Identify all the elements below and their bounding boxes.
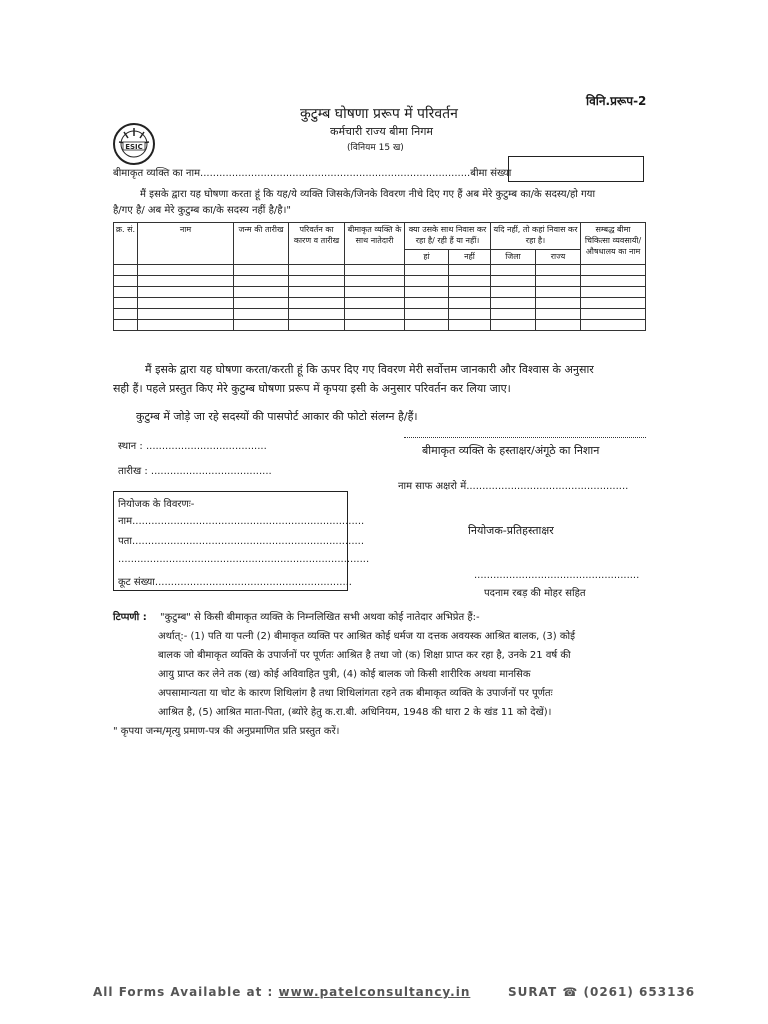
note-label: टिप्पणी : [113, 612, 147, 623]
footer-phone: (0261) 653136 [583, 985, 696, 999]
col-residence-place: यदि नहीं, तो कहां निवास कर रहा है। [491, 223, 581, 250]
phone-icon: ☎ [562, 985, 579, 999]
employer-title: नियोजक के विवरणः- [118, 499, 195, 510]
table-header-row [114, 223, 646, 250]
employer-countersign-label: नियोजक-प्रतिहस्ताक्षर [468, 524, 554, 537]
insurance-number-box[interactable] [508, 156, 644, 182]
employer-address-field[interactable]: पता......................................................................... [118, 536, 365, 547]
insured-name-field[interactable]: बीमाकृत व्यक्ति का नाम.....................................................................................बीमा संख्या [113, 168, 512, 179]
col-residing: क्या उसके साथ निवास कर रहा है/ रही हैं या नहीं। [405, 223, 491, 250]
col-name: नाम [138, 223, 234, 265]
name-in-block-field[interactable]: नाम साफ अक्षरो में................................................... [398, 481, 629, 492]
col-change-reason: परिवर्तन का कारण व तारीख [289, 223, 345, 265]
insured-name-label: बीमाकृत व्यक्ति का नाम [113, 168, 201, 179]
esic-logo [112, 122, 156, 166]
form-title: कुटुम्ब घोषणा प्ररूप में परिवर्तन [300, 106, 458, 122]
employer-details-box [113, 491, 370, 591]
footer-contact [508, 985, 695, 999]
signature-line[interactable] [404, 437, 646, 438]
place-field[interactable]: स्थान : ...................................... [118, 441, 267, 452]
declaration2-line-1: मैं इसके द्वारा यह घोषणा करता/करती हूं कि ऊपर दिए गए विवरण मेरी सर्वोत्तम जानकारी और विश्वास के अनुसार [145, 363, 594, 376]
employer-stamp-label: पदनाम रबड़ की मोहर सहित [484, 588, 586, 599]
table-row[interactable] [114, 298, 646, 309]
insurance-no-label: बीमा संख्या [470, 168, 512, 179]
family-members-table [113, 222, 646, 331]
col-relationship: बीमाकृत व्यक्ति के साथ नातेदारी [345, 223, 405, 265]
note-line-0: "कुटुम्ब" से किसी बीमाकृत व्यक्ति के निम्नलिखित सभी अथवा कोई नातेदार अभिप्रेत हैं:- [160, 612, 480, 623]
date-label: तारीख : [118, 466, 148, 477]
declaration-line-1: मैं इसके द्वारा यह घोषणा करता हूं कि यह/ये व्यक्ति जिसके/जिनके विवरण नीचे दिए गए हैं अब मेरे कुटुम्ब का/के सदस्य/हो गया [140, 189, 596, 200]
footer-url-link[interactable]: www.patelconsultancy.in [278, 985, 471, 999]
table-row[interactable] [114, 265, 646, 276]
declaration-line-2: है/गए है/ अब मेरे कुटुम्ब का/के सदस्य नहीं है/है।" [113, 205, 291, 216]
table-row[interactable] [114, 287, 646, 298]
signature-label: बीमाकृत व्यक्ति के हस्ताक्षर/अंगूठे का निशान [422, 444, 600, 457]
photo-note: कुटुम्ब में जोड़े जा रहे सदस्यों की पासपोर्ट आकार की फोटो संलग्न है/हैं। [136, 410, 418, 423]
logo-text: ESIC [125, 143, 143, 151]
form-code: विनि.प्ररूप-2 [586, 94, 647, 108]
regulation-ref: (विनियम 15 ख) [347, 143, 404, 153]
table-row[interactable] [114, 309, 646, 320]
table-row[interactable] [114, 320, 646, 331]
col-no: नहीं [449, 249, 491, 265]
name-in-block-label: नाम साफ अक्षरो में [398, 481, 467, 492]
footer-source [93, 985, 470, 999]
employer-address-line-2[interactable]: ............................................................................... [118, 554, 370, 565]
note-line-3: आयु प्राप्त कर लेने तक (ख) कोई अविवाहित पुत्री, (4) कोई बालक जो किसी शारीरिक अथवा मानसिक [158, 669, 531, 680]
note-line-4: अपसामान्यता या चोट के कारण शिथिलांग है तथा शिथिलांगता रहने तक बीमाकृत व्यक्ति के उपार्जनों पर पूर्णतः [158, 688, 553, 699]
col-dispensary: सम्बद्ध बीमा चिकित्सा व्यवसायी/ औषधालय का नाम [581, 223, 646, 265]
employer-code-field[interactable]: कूट संख्या.............................................................. [118, 577, 352, 588]
employer-stamp-line[interactable]: .................................................... [474, 570, 640, 581]
col-serial: क्र. सं. [114, 223, 138, 265]
note-footnote: " कृपया जन्म/मृत्यु प्रमाण-पत्र की अनुप्रमाणित प्रति प्रस्तुत करें। [113, 726, 340, 737]
col-district: जिला [491, 249, 536, 265]
employer-name-field[interactable]: नाम......................................................................... [118, 516, 365, 527]
footer-prefix: All Forms Available at : [93, 985, 274, 999]
form-subtitle: कर्मचारी राज्य बीमा निगम [330, 125, 433, 138]
col-dob: जन्म की तारीख [234, 223, 289, 265]
date-field[interactable]: तारीख : ...................................... [118, 466, 272, 477]
footer-city: SURAT [508, 985, 558, 999]
place-label: स्थान : [118, 441, 143, 452]
note-line-5: आश्रित है, (5) आश्रित माता-पिता, (ब्योरे हेतु क.रा.बी. अधिनियम, 1948 की धारा 2 के खंड 11 को देखें)। [158, 707, 552, 718]
note-line-1: अर्थात्:- (1) पति या पत्नी (2) बीमाकृत व्यक्ति पर आश्रित कोई धर्मज या दत्तक अवयस्क आश्रित बालक, (3) कोई [158, 631, 576, 642]
col-state: राज्य [536, 249, 581, 265]
note-line-2: बालक जो बीमाकृत व्यक्ति के उपार्जनों पर पूर्णतः आश्रित है तथा जो (क) शिक्षा प्राप्त कर रहा है, उनके 21 वर्ष की [158, 650, 571, 661]
col-yes: हां [405, 249, 449, 265]
declaration2-line-2: सही हैं। पहले प्रस्तुत किए मेरे कुटुम्ब घोषणा प्ररूप में कृपया इसी के अनुसार परिवर्तन कर लिया जाए। [113, 382, 511, 395]
table-row[interactable] [114, 276, 646, 287]
